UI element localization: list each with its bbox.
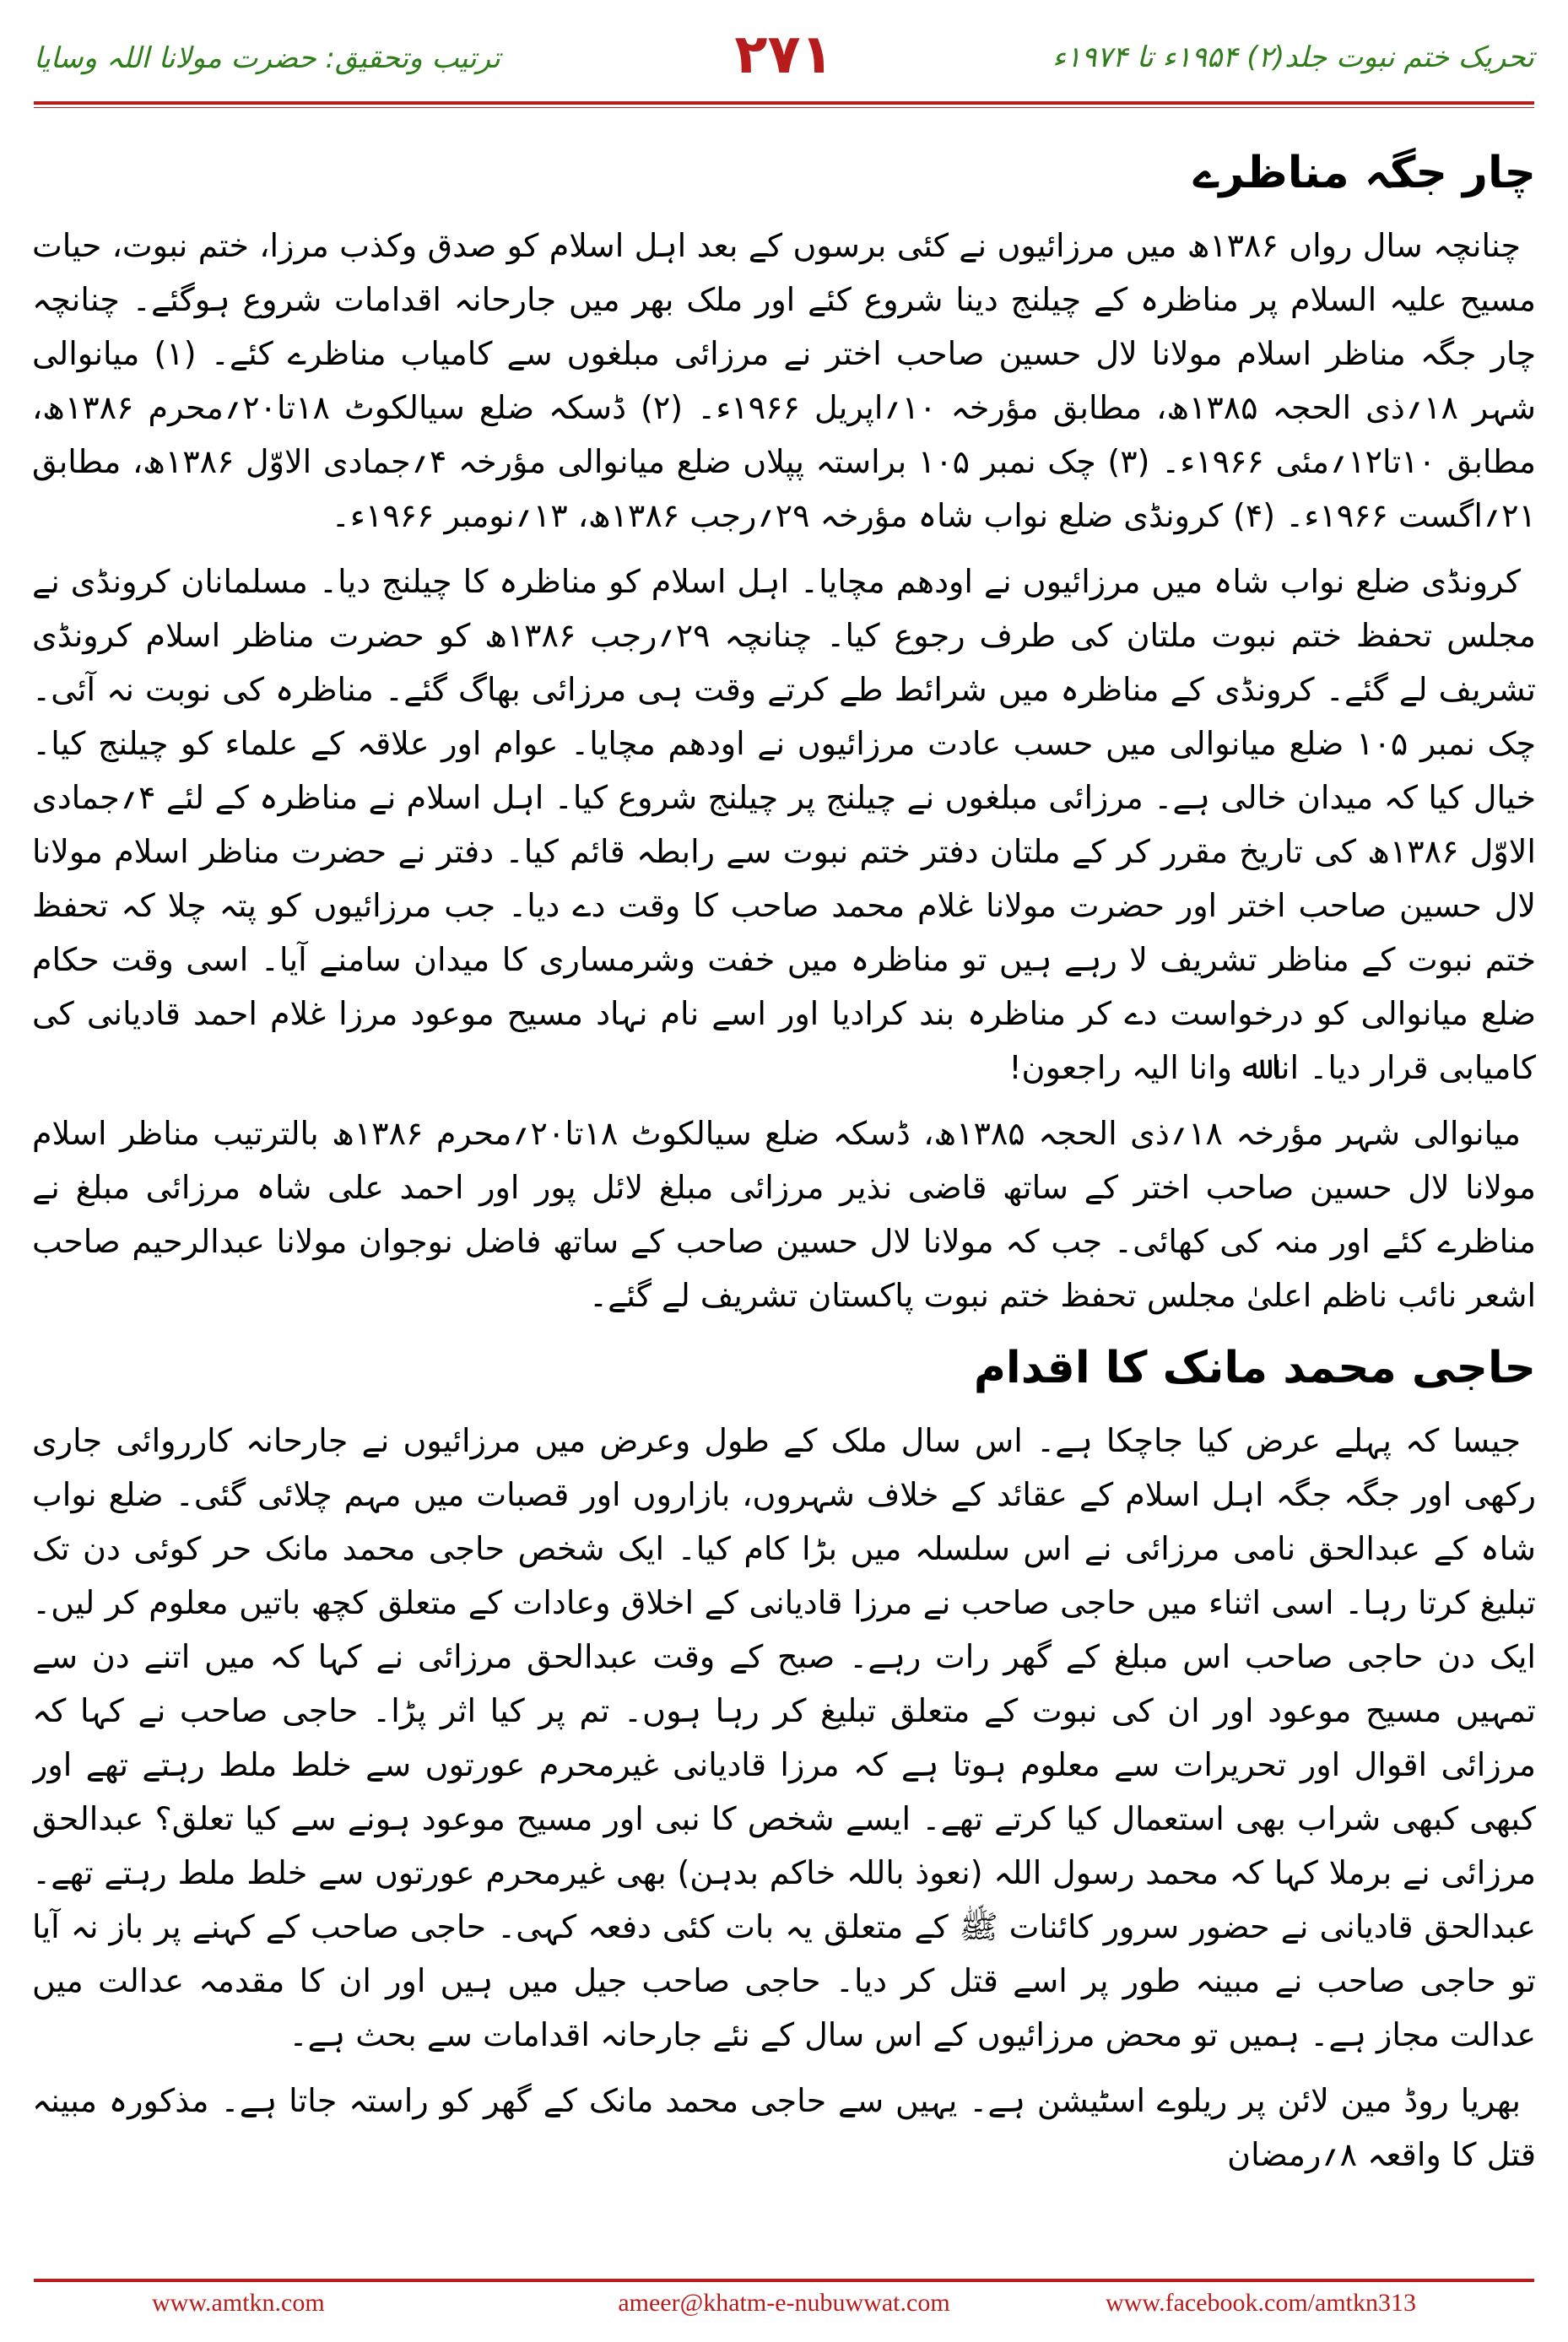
paragraph: میانوالی شہر مؤرخہ ۱۸؍ذی الحجہ ۱۳۸۵ھ، ڈسکہ ضلع سیالکوٹ ۱۸تا۲۰؍محرم ۱۳۸۶ھ بالترتیب مناظر اسلام مولانا لال حسین صاحب اختر کے ساتھ قاضی نذیر مرزائی مبلغ لائل پور اور احمد علی شاہ مرزائی مبلغ نے مناظرے کئے اور منہ کی کھائی۔ جب کہ مولانا لال حسین صاحب کے ساتھ فاضل نوجوان مولانا عبدالرحیم صاحب اشعر نائب ناظم اعلیٰ مجلس تحفظ ختم نبوت پاکستان تشریف لے گئے۔ [32, 1115, 1536, 1314]
page-number: ۲۷۱ [734, 24, 834, 86]
header-divider-thin [34, 107, 1534, 108]
page-body [32, 139, 1536, 2253]
page-header [34, 17, 1534, 110]
paragraph: جیسا کہ پہلے عرض کیا جاچکا ہے۔ اس سال ملک کے طول وعرض میں مرزائیوں نے جارحانہ کارروائی جاری رکھی اور جگہ جگہ اہل اسلام کے عقائد کے خلاف شہروں، بازاروں اور قصبات میں مہم چلائی گئی۔ ضلع نواب شاہ کے عبدالحق نامی مرزائی نے اس سلسلہ میں بڑا کام کیا۔ ایک شخص حاجی محمد مانک حر کوئی دن تک تبلیغ کرتا رہا۔ اسی اثناء میں حاجی صاحب نے مرزا قادیانی کے اخلاق وعادات کے متعلق کچھ باتیں معلوم کر لیں۔ ایک دن حاجی صاحب اس مبلغ کے گھر رات رہے۔ صبح کے وقت عبدالحق مرزائی نے کہا کہ میں اتنے دن سے تمہیں مسیح موعود اور ان کی نبوت کے متعلق تبلیغ کر رہا ہوں۔ تم پر کیا اثر پڑا۔ حاجی صاحب نے کہا کہ مرزائی اقوال اور تحریرات سے معلوم ہوتا ہے کہ مرزا قادیانی غیرمحرم عورتوں سے خلط ملط رہتے تھے اور کبھی کبھی شراب بھی استعمال کیا کرتے تھے۔ ایسے شخص کا نبی اور مسیح موعود ہونے سے کیا تعلق؟ عبدالحق مرزائی نے برملا کہا کہ محمد رسول اللہ (نعوذ باللہ خاکم بدہن) بھی غیرمحرم عورتوں سے خلط ملط رہتے تھے۔ عبدالحق قادیانی نے حضور سرور کائنات ﷺ کے متعلق یہ بات کئی دفعہ کہی۔ حاجی صاحب کے کہنے پر باز نہ آیا تو حاجی صاحب نے مبینہ طور پر اسے قتل کر دیا۔ حاجی صاحب جیل میں ہیں اور ان کا مقدمہ عدالت میں عدالت مجاز ہے۔ ہمیں تو محض مرزائیوں کے اس سال کے نئے جارحانہ اقدامات سے بحث ہے۔ [32, 1422, 1536, 2053]
footer-website-link[interactable]: www.amtkn.com [152, 2289, 325, 2317]
footer-facebook-link[interactable]: www.facebook.com/amtkn313 [1106, 2289, 1416, 2317]
paragraph: بھریا روڈ مین لائن پر ریلوے اسٹیشن ہے۔ یہیں سے حاجی محمد مانک کے گھر کو راستہ جاتا ہے۔ مذکورہ مبینہ قتل کا واقعہ ۸؍رمضان [32, 2082, 1536, 2173]
paragraph: کرونڈی ضلع نواب شاہ میں مرزائیوں نے اودھم مچایا۔ اہل اسلام کو مناظرہ کا چیلنج دیا۔ مسلمانان کرونڈی نے مجلس تحفظ ختم نبوت ملتان کی طرف رجوع کیا۔ چنانچہ ۲۹؍رجب ۱۳۸۶ھ کو حضرت مناظر اسلام کرونڈی تشریف لے گئے۔ کرونڈی کے مناظرہ میں شرائط طے کرتے وقت ہی مرزائی بھاگ گئے۔ مناظرہ کی نوبت نہ آئی۔ چک نمبر ۱۰۵ ضلع میانوالی میں حسب عادت مرزائیوں نے اودھم مچایا۔ عوام اور علاقہ کے علماء کو چیلنج کیا۔ خیال کیا کہ میدان خالی ہے۔ مرزائی مبلغوں نے چیلنج پر چیلنج شروع کیا۔ اہل اسلام نے مناظرہ کے لئے ۴؍جمادی الاوّل ۱۳۸۶ھ کی تاریخ مقرر کر کے ملتان دفتر ختم نبوت سے رابطہ قائم کیا۔ دفتر نے حضرت مناظر اسلام مولانا لال حسین صاحب اختر اور حضرت مولانا غلام محمد صاحب کا وقت دے دیا۔ جب مرزائیوں کو پتہ چلا کہ تحفظ ختم نبوت کے مناظر تشریف لا رہے ہیں تو مناظرہ میں خفت وشرمساری کا میدان سامنے آیا۔ اسی وقت حکام ضلع میانوالی کو درخواست دے کر مناظرہ بند کرادیا اور اسے نام نہاد مسیح موعود مرزا غلام احمد قادیانی کی کامیابی قرار دیا۔ انا ﷲ وانا الیہ راجعون! [32, 563, 1536, 1086]
footer-email-link[interactable]: ameer@khatm-e-nubuwwat.com [618, 2289, 950, 2317]
header-divider [34, 101, 1534, 105]
page-footer [84, 2289, 1484, 2331]
paragraph: چنانچہ سال رواں ۱۳۸۶ھ میں مرزائیوں نے کئی برسوں کے بعد اہل اسلام کو صدق وکذب مرزا، ختم نبوت، حیات مسیح علیہ السلام پر مناظرہ کے چیلنج دینا شروع کئے اور ملک بھر میں جارحانہ اقدامات شروع ہوگئے۔ چنانچہ چار جگہ مناظر اسلام مولانا لال حسین صاحب اختر نے مرزائی مبلغوں سے کامیاب مناظرے کئے۔ (۱) میانوالی شہر ۱۸؍ذی الحجہ ۱۳۸۵ھ، مطابق مؤرخہ ۱۰؍اپریل ۱۹۶۶ء۔ (۲) ڈسکہ ضلع سیالکوٹ ۱۸تا۲۰؍محرم ۱۳۸۶ھ، مطابق ۱۰تا۱۲؍مئی ۱۹۶۶ء۔ (۳) چک نمبر ۱۰۵ براستہ پپلاں ضلع میانوالی مؤرخہ ۴؍جمادی الاوّل ۱۳۸۶ھ، مطابق ۲۱؍اگست ۱۹۶۶ء۔ (۴) کرونڈی ضلع نواب شاہ مؤرخہ ۲۹؍رجب ۱۳۸۶ھ، ۱۳؍نومبر ۱۹۶۶ء۔ [32, 227, 1536, 534]
footer-divider [34, 2279, 1534, 2282]
section-heading: حاجی محمد مانک کا اقدام [973, 1343, 1536, 1393]
section-heading: چار جگہ مناظرے [1192, 148, 1536, 198]
header-book-title: تحریک ختم نبوت جلد(۲) ۱۹۵۴ء تا ۱۹۷۴ء [1052, 41, 1534, 74]
header-compiler: ترتیب وتحقیق: حضرت مولانا اللہ وسایا [34, 41, 500, 75]
